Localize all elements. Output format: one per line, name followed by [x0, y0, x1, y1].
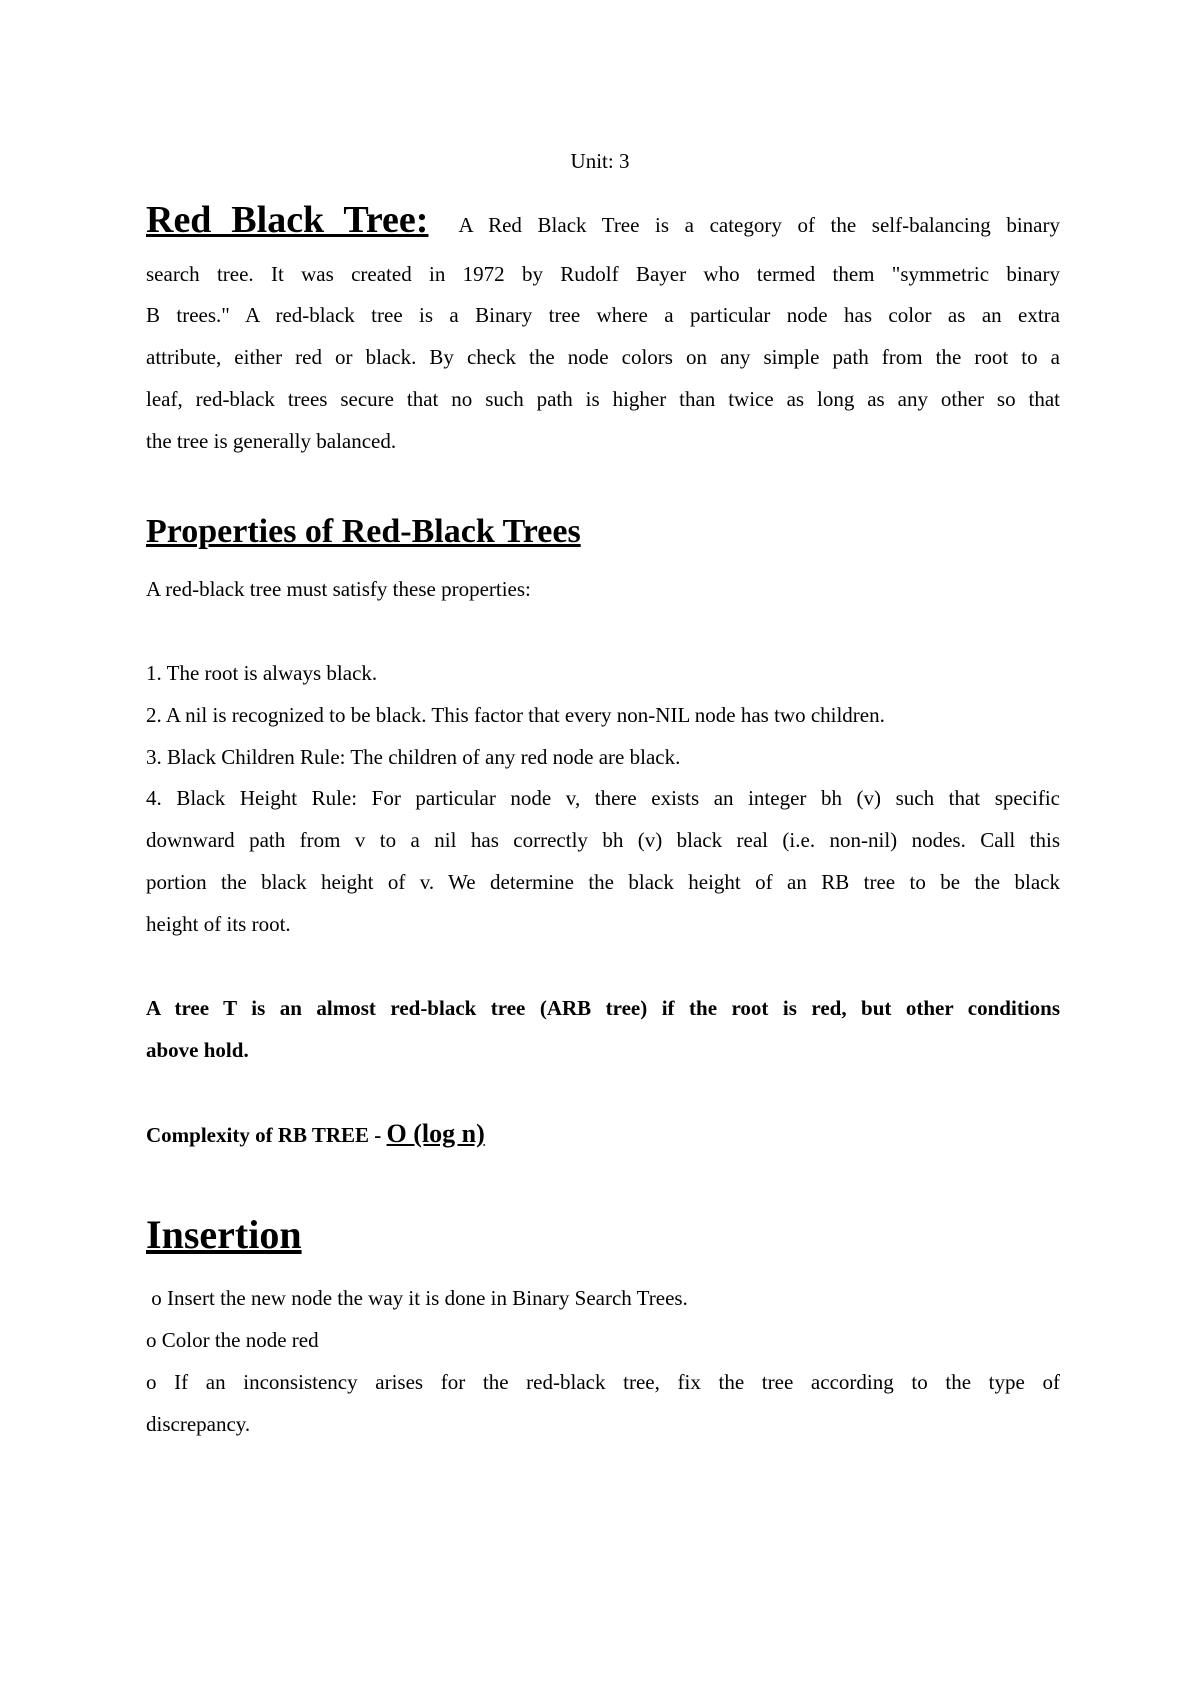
property-item-4-line: downward path from v to a nil has correctly bh (v) black real (i.e. non-nil) nodes. Call this [146, 828, 1060, 852]
complexity-value: O (log n) [386, 1119, 485, 1148]
intro-last-line: the tree is generally balanced. [146, 429, 397, 453]
unit-header: Unit: 3 [570, 149, 630, 173]
intro-line1-text: A Red Black Tree is a category of the self-balancing binary [458, 213, 1060, 237]
property-item: 3. Black Children Rule: The children of any red node are black. [146, 745, 681, 769]
property-item: 1. The root is always black. [146, 661, 378, 685]
intro-line: search tree. It was created in 1972 by Rudolf Bayer who termed them "symmetric binary [146, 262, 1060, 286]
property-item-4-line: 4. Black Height Rule: For particular node v, there exists an integer bh (v) such that specific [146, 786, 1060, 810]
insertion-bullet: o If an inconsistency arises for the red-black tree, fix the tree according to the type of [146, 1370, 1060, 1394]
properties-intro: A red-black tree must satisfy these properties: [146, 577, 531, 601]
property-item: 2. A nil is recognized to be black. This factor that every non-NIL node has two children. [146, 703, 885, 727]
intro-line: leaf, red-black trees secure that no such path is higher than twice as long as any other so that [146, 387, 1060, 411]
insertion-bullet: o Insert the new node the way it is done in Binary Search Trees. [146, 1286, 688, 1310]
arb-note-line: A tree T is an almost red-black tree (ARB tree) if the root is red, but other conditions [146, 996, 1060, 1020]
intro-line: attribute, either red or black. By check the node colors on any simple path from the root to a [146, 345, 1060, 369]
insertion-bullet-continuation: discrepancy. [146, 1412, 251, 1436]
insertion-bullet: o Color the node red [146, 1328, 319, 1352]
insertion-heading: Insertion [146, 1212, 302, 1257]
intro-first-line [146, 200, 1060, 245]
intro-title: Red Black Tree: [146, 199, 429, 241]
properties-heading: Properties of Red-Black Trees [146, 513, 581, 550]
intro-line: B trees." A red-black tree is a Binary tree where a particular node has color as an extra [146, 303, 1060, 327]
complexity-label: Complexity of RB TREE - [146, 1123, 387, 1147]
property-item-4-last: height of its root. [146, 912, 291, 936]
complexity-line [146, 1121, 1060, 1148]
arb-note-line: above hold. [146, 1038, 249, 1062]
property-item-4-line: portion the black height of v. We determine the black height of an RB tree to be the black [146, 870, 1060, 894]
